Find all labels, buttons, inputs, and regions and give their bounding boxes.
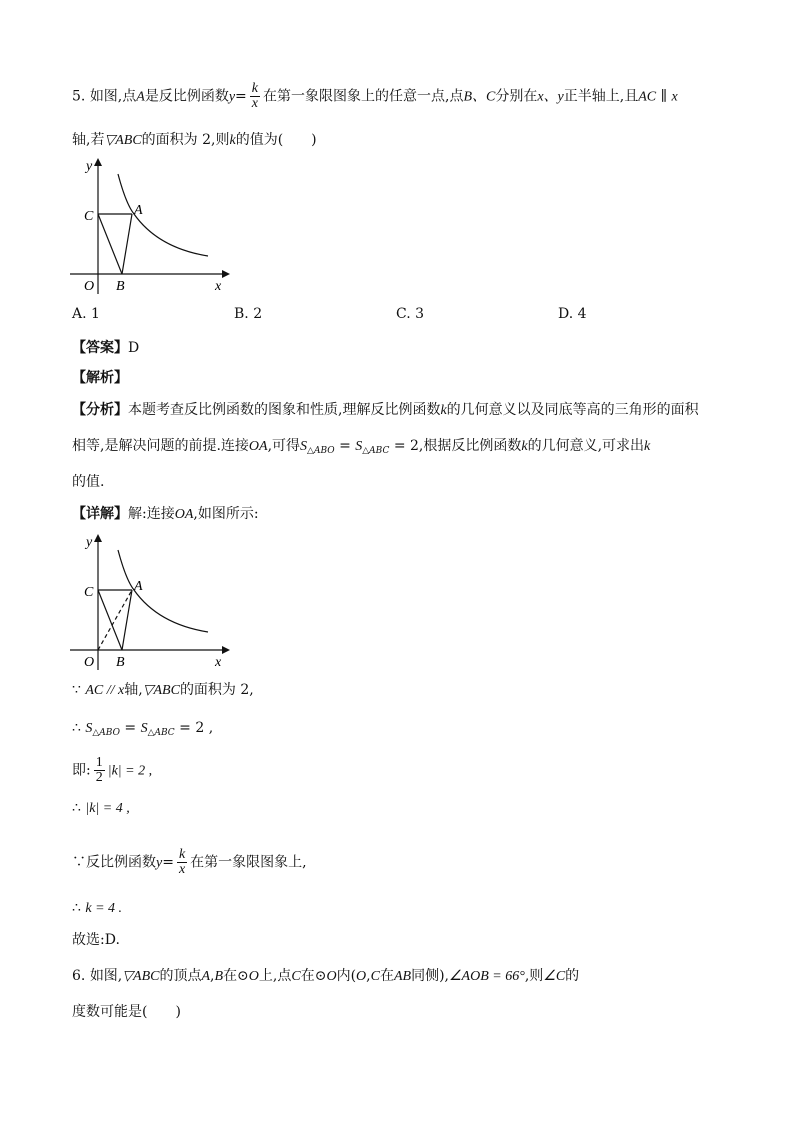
y-axis-arrow	[94, 158, 102, 166]
y-axis-arrow	[94, 534, 102, 542]
math-k-eq-4: k = 4 .	[85, 901, 123, 916]
sub-abo: △ABO	[92, 728, 120, 738]
parallel-symbol: ∥	[660, 88, 668, 105]
sub-abc: △ABC	[147, 728, 175, 738]
text: 如图,点	[89, 88, 137, 105]
therefore-symbol: ∴	[72, 800, 81, 816]
fenxi-tag: 【分析】	[72, 402, 128, 418]
q5-stem-line1	[72, 82, 678, 111]
text: 的	[565, 968, 580, 984]
label-A: A	[134, 203, 143, 218]
answer-line	[72, 338, 139, 358]
segment-AB	[122, 214, 132, 274]
math-ac-parallel-x: AC // x	[85, 683, 125, 698]
text: 在第一象限图象上的任意一点,点	[263, 88, 464, 105]
math-k: k	[440, 403, 447, 418]
detail-graph	[66, 528, 236, 670]
math-OA: OA	[248, 439, 268, 454]
math-k: k	[644, 439, 651, 454]
step3	[72, 756, 152, 785]
sub-abo: △ABO	[307, 446, 335, 456]
text: 如图,	[89, 968, 123, 984]
math-triangle-abc: ▽ABC	[142, 683, 180, 698]
label-B: B	[116, 279, 125, 294]
text: 在	[379, 968, 394, 984]
text: ,根据反比例函数	[418, 438, 522, 454]
math-angle-c: ∠C	[543, 969, 566, 984]
text: 轴,若	[72, 132, 105, 148]
math-abs-k-eq-2: |k| = 2 ,	[107, 763, 153, 779]
text: 同侧),	[411, 968, 449, 984]
math-y: y	[228, 89, 236, 105]
step1	[72, 680, 254, 701]
step7	[72, 930, 120, 950]
option-c: C. 3	[396, 306, 425, 322]
label-y: y	[86, 535, 93, 550]
text: ,如图所示:	[193, 506, 259, 522]
text: 轴,	[124, 682, 143, 698]
sub-abc: △ABC	[362, 446, 390, 456]
text: 度数可能是(	[72, 1004, 148, 1020]
q5-graph	[66, 152, 236, 294]
text: 即:	[72, 762, 91, 779]
math-triangle-abc: ▽ABC	[122, 969, 160, 984]
x-axis-arrow	[222, 646, 230, 654]
text: ,则	[524, 968, 544, 984]
text: 的几何意义,可求出	[527, 438, 645, 454]
option-b: B. 2	[234, 306, 263, 322]
fraction-one-half: $\frac{1}{2}$	[95, 755, 103, 785]
math-AC: AC	[638, 89, 657, 105]
fraction-k-over-x: $\frac{k}{x}$	[251, 81, 258, 111]
math-eq: =	[235, 88, 247, 105]
fenxi-line1	[72, 400, 699, 421]
label-x: x	[215, 279, 222, 294]
math-S: S	[85, 721, 93, 736]
q6-stem-line2	[72, 1002, 181, 1022]
math-eq2: = 2 ,	[179, 720, 214, 736]
math-C: C	[291, 969, 301, 984]
fenxi-line3	[72, 472, 104, 492]
text: 正半轴上,且	[563, 88, 639, 105]
option-a: A. 1	[72, 306, 100, 322]
text: ,	[210, 968, 215, 984]
q5-number: 5.	[72, 88, 86, 105]
text: )	[175, 1004, 181, 1020]
detail-line1	[72, 504, 259, 525]
math-S: S	[355, 439, 363, 454]
text: 的值.	[72, 474, 105, 490]
label-O: O	[84, 655, 95, 670]
text: 是反比例函数	[144, 88, 229, 105]
step5	[72, 848, 307, 877]
text: 本题考查反比例函数的图象和性质,理解反比例函数	[128, 402, 441, 418]
text: 解:连接	[128, 506, 175, 522]
math-OA: OA	[174, 507, 194, 522]
math-eq2: = 2	[393, 438, 419, 454]
text: 的面积为 2,则	[141, 132, 230, 148]
math-angle-aob: ∠AOB = 66°	[449, 969, 525, 984]
math-y: y	[156, 855, 163, 871]
because-symbol: ∵	[72, 682, 81, 698]
therefore-symbol: ∴	[72, 900, 81, 916]
text: 相等,是解决问题的前提.连接	[72, 438, 249, 454]
text: ∵反比例函数	[72, 854, 156, 871]
math-BC: B、C	[463, 89, 496, 105]
text: 分别在	[495, 88, 538, 105]
step4	[72, 798, 130, 819]
math-A: A	[136, 89, 145, 105]
q6-number: 6.	[72, 968, 86, 984]
text: ,可得	[267, 438, 301, 454]
text: 在⊙	[300, 968, 327, 984]
text: )	[311, 132, 317, 148]
math-O: O	[326, 969, 337, 984]
text: 的面积为 2,	[179, 682, 254, 698]
text: 故选:D.	[72, 932, 120, 948]
text: 在⊙	[223, 968, 249, 984]
label-A: A	[134, 579, 143, 594]
text: 的几何意义以及同底等高的三角形的面积	[446, 402, 699, 418]
segment-CB	[98, 214, 122, 274]
label-B: B	[116, 655, 125, 670]
text: 内(	[336, 968, 357, 984]
fraction-k-over-x: $\frac{k}{x}$	[178, 847, 186, 877]
text: ,	[366, 968, 371, 984]
segment-CB	[98, 590, 122, 650]
math-A: A	[201, 969, 211, 984]
text: 在第一象限图象上,	[190, 854, 307, 871]
math-O: O	[248, 969, 259, 984]
math-k: k	[521, 439, 528, 454]
answer-value: D	[128, 340, 140, 356]
x-axis-arrow	[222, 270, 230, 278]
step6	[72, 898, 122, 919]
math-S: S	[300, 439, 308, 454]
math-abs-k-eq-4: |k| = 4 ,	[85, 801, 130, 816]
detail-tag: 【详解】	[72, 506, 128, 522]
q5-stem-line2	[72, 130, 317, 151]
math-S: S	[140, 721, 148, 736]
label-x: x	[215, 655, 222, 670]
label-O: O	[84, 279, 95, 294]
text: 的值为(	[235, 132, 284, 148]
text: 的顶点	[159, 968, 202, 984]
math-C: C	[370, 969, 380, 984]
q6-stem-line1	[72, 966, 579, 987]
math-triangle-abc: ▽ABC	[104, 133, 142, 148]
math-O: O	[356, 969, 367, 984]
text: 上,点	[258, 968, 292, 984]
math-B: B	[214, 969, 224, 984]
analysis-tag: 【解析】	[72, 370, 128, 386]
label-y: y	[86, 159, 93, 174]
fenxi-line2: 相等,是解决问题的前提.连接OA,可得$S_{\triangle ABO} = S_{\triangle ABC} = 2$,根据反比例函数k的几何意义,可求出k	[72, 438, 651, 456]
answer-tag: 【答案】	[72, 340, 128, 356]
step2: ∴ $S_{\triangle ABO} = S_{\triangle ABC} = 2$ ,	[72, 720, 214, 738]
therefore-symbol: ∴	[72, 720, 81, 736]
math-AB: AB	[393, 969, 412, 984]
option-d: D. 4	[558, 306, 587, 322]
math-xy: x、y	[537, 89, 564, 105]
label-C: C	[84, 209, 94, 224]
label-C: C	[84, 585, 94, 600]
math-k: k	[229, 133, 236, 148]
math-x: x	[671, 89, 678, 105]
math-eq: =	[162, 854, 174, 871]
analysis-heading	[72, 368, 128, 388]
